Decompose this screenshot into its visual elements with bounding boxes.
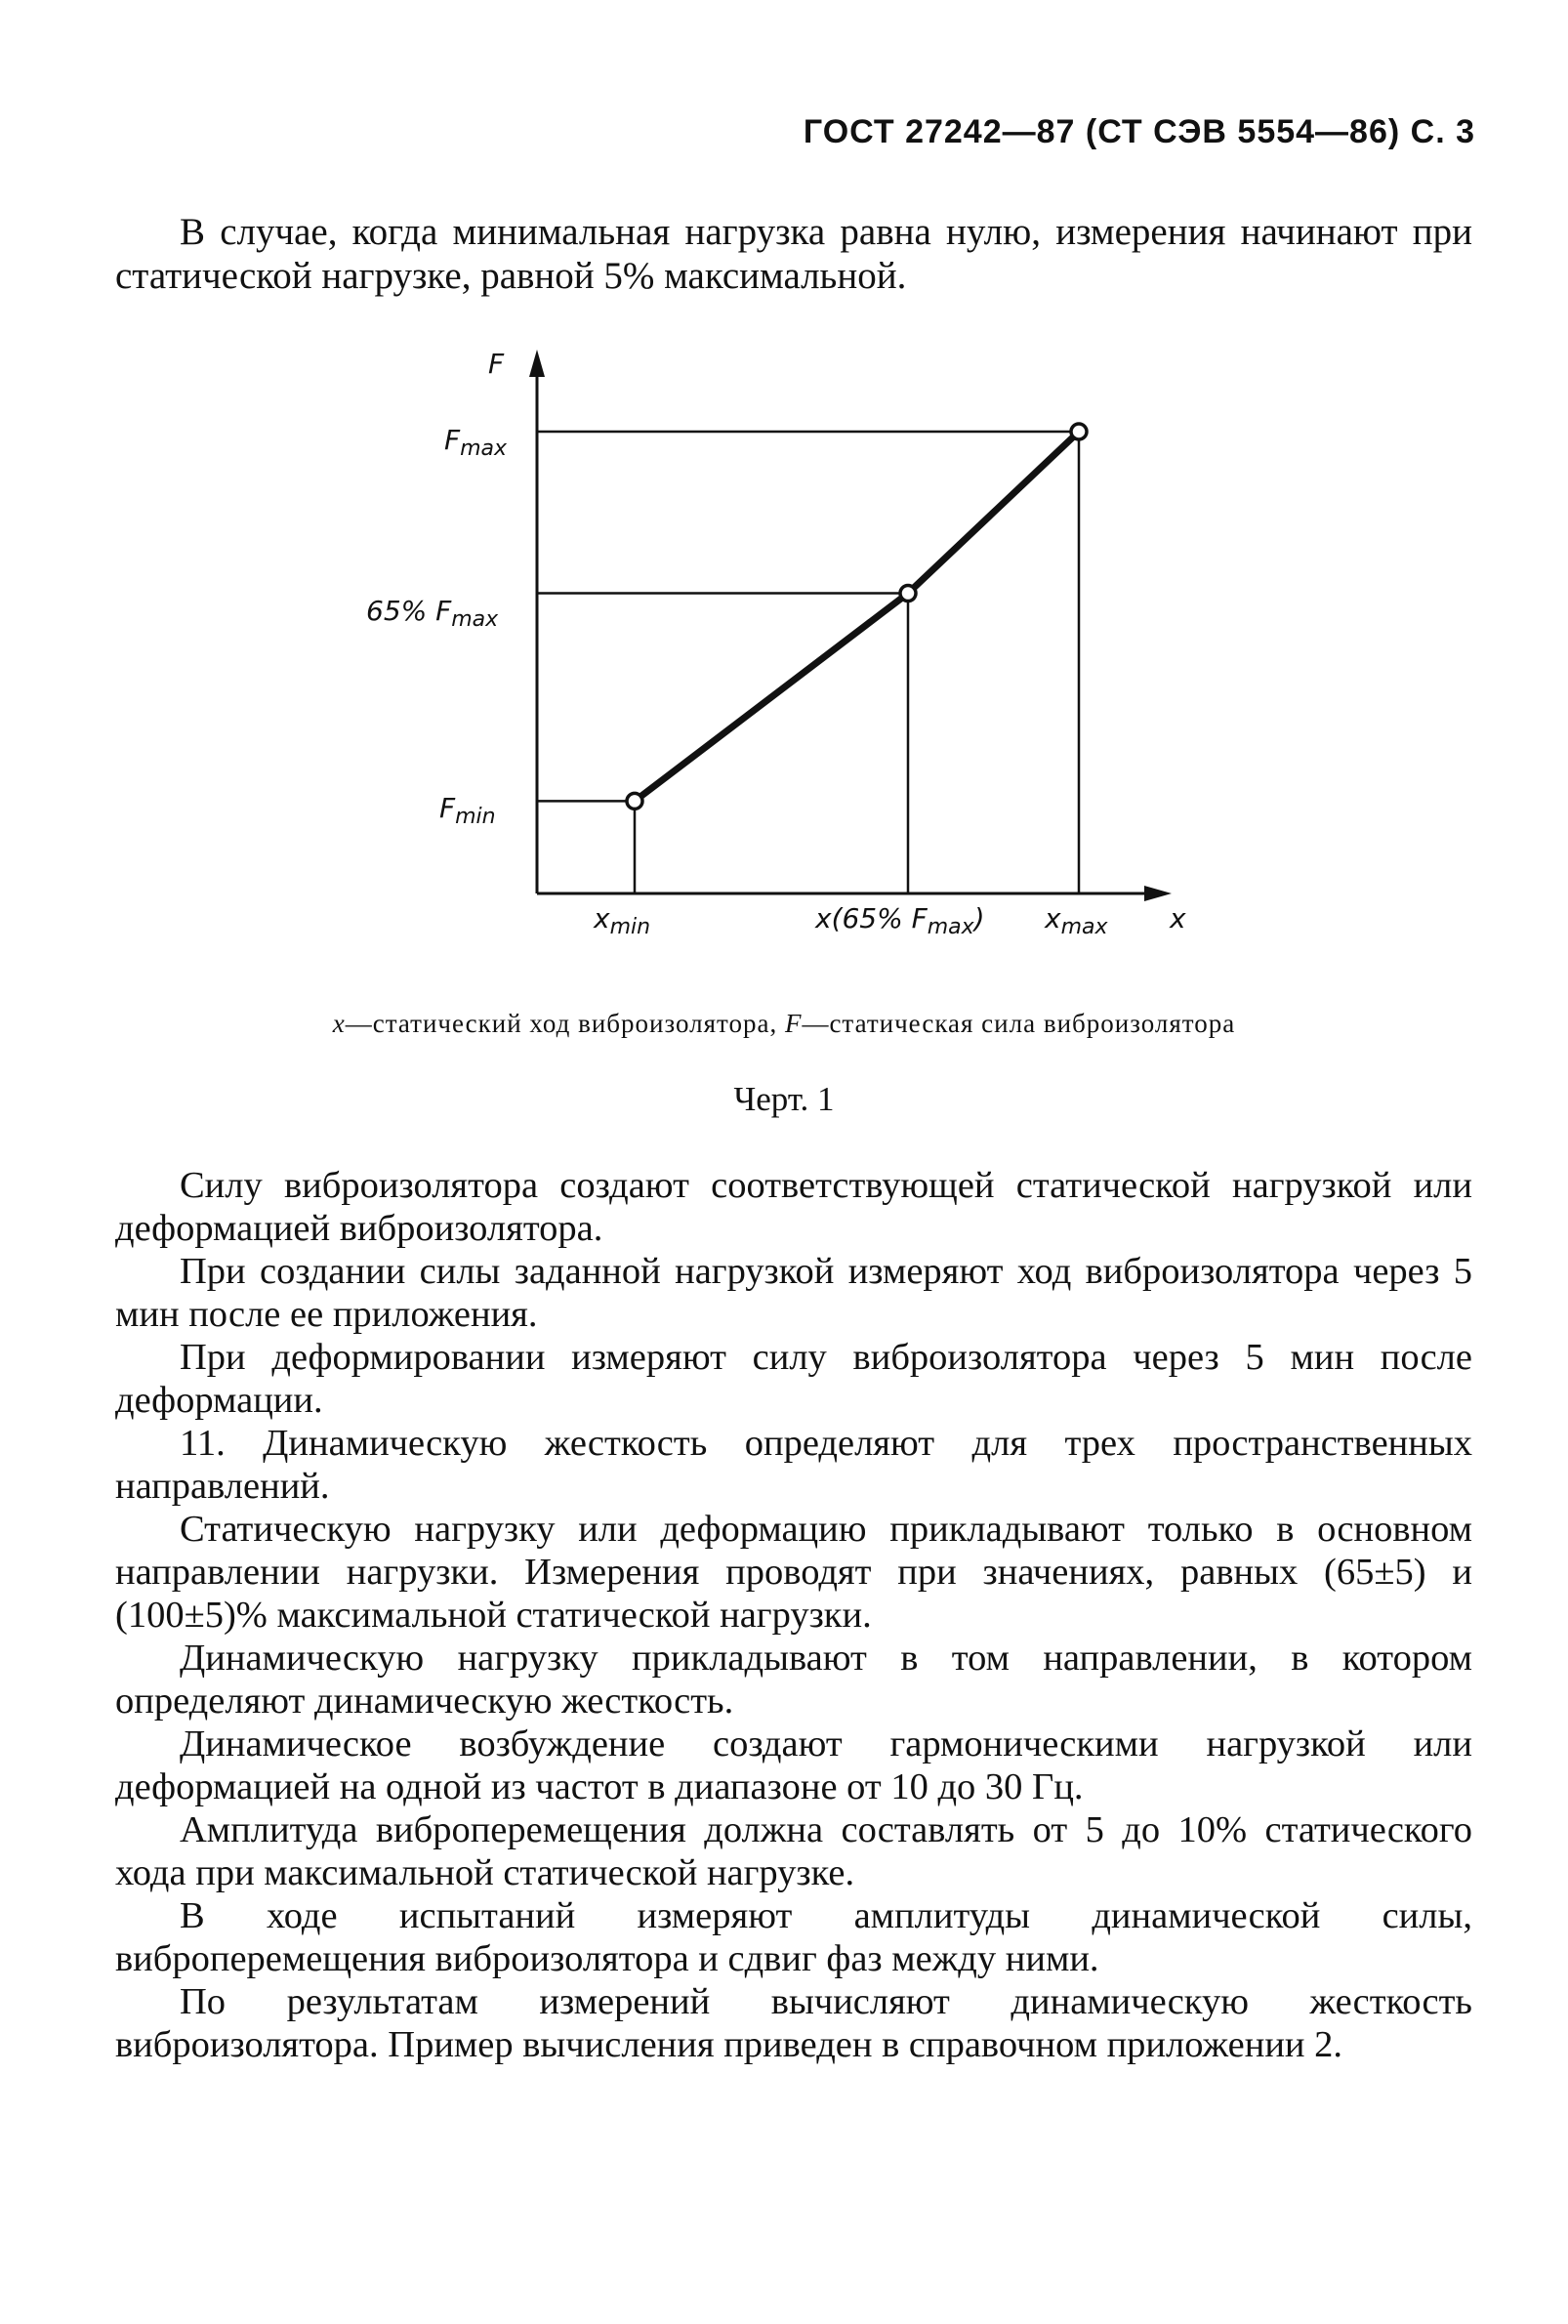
body-section — [115, 1164, 1472, 2066]
y-axis-arrow — [529, 350, 545, 377]
y-tick-fmax-main: F — [444, 424, 461, 456]
x-tick-x65-sub: max — [927, 915, 974, 939]
figure-number: Черт. 1 — [733, 1080, 835, 1118]
x-axis-label: x — [1170, 902, 1186, 934]
y-axis-label: F — [488, 348, 505, 380]
page-header: ГОСТ 27242—87 (СТ СЭВ 5554—86) С. 3 — [803, 113, 1475, 150]
body-paragraph: Амплитуда виброперемещения должна составлять от 5 до 10% статического хода при максимальной статической нагрузке. — [115, 1809, 1472, 1893]
y-tick-fmin-sub: min — [455, 805, 496, 829]
x-tick-xmax-sub: max — [1060, 915, 1108, 939]
x-tick-x65-prefix: x(65% F — [815, 902, 928, 934]
body-paragraph: Динамическое возбуждение создают гармоническими нагрузкой или деформацией на одной из частот в диапазоне от 10 до 30 Гц. — [115, 1723, 1472, 1807]
x-tick-xmax — [1044, 902, 1108, 939]
x-tick-x65-suffix: ) — [973, 902, 985, 934]
x-tick-xmax-main: x — [1045, 902, 1061, 934]
x-tick-xmin-main: x — [594, 902, 610, 934]
body-paragraph: Силу виброизолятора создают соответствующей статической нагрузкой или деформацией виброизолятора. — [115, 1165, 1472, 1249]
body-paragraph: По результатам измерений вычисляют динамическую жесткость виброизолятора. Пример вычисления приведен в справочном приложении 2. — [115, 1981, 1472, 2065]
caption-x-symbol: x — [332, 1009, 346, 1038]
intro-paragraph: В случае, когда минимальная нагрузка равна нулю, измерения начинают при статической нагрузке, равной 5% максимальной. — [115, 211, 1472, 297]
y-tick-f65 — [366, 595, 499, 632]
caption-f-text: —статическая сила виброизолятора — [802, 1009, 1236, 1038]
data-point-xmin — [627, 793, 642, 809]
chart-svg — [0, 342, 1568, 986]
x-tick-xmin — [593, 902, 650, 939]
body-paragraph: Динамическую нагрузку прикладывают в том направлении, в котором определяют динамическую жесткость. — [115, 1638, 1472, 1722]
y-tick-f65-sub: max — [451, 607, 499, 632]
body-paragraph: 11. Динамическую жесткость определяют для трех пространственных направлений. — [115, 1423, 1472, 1507]
body-paragraph: Статическую нагрузку или деформацию прикладывают только в основном направлении нагрузки. Измерения проводят при значениях, равных (65±5) и (100±5)% максимальной статической нагрузки. — [115, 1509, 1472, 1636]
y-tick-fmin-main: F — [439, 792, 456, 824]
series-line — [635, 432, 1079, 801]
body-paragraph: При создании силы заданной нагрузкой измеряют ход виброизолятора через 5 мин после ее приложения. — [115, 1251, 1472, 1335]
caption-x-text: —статический ход виброизолятора, — [345, 1009, 785, 1038]
intro-section — [115, 210, 1472, 298]
y-tick-fmin — [439, 792, 496, 829]
x-tick-xmin-sub: min — [609, 915, 651, 939]
figure-caption — [0, 1011, 1568, 1037]
data-point-x65 — [900, 586, 916, 602]
caption-f-symbol: F — [784, 1009, 803, 1038]
y-tick-fmax-sub: max — [460, 436, 508, 461]
data-point-xmax — [1071, 424, 1087, 439]
y-tick-f65-prefix: 65% F — [366, 595, 452, 627]
x-axis-arrow — [1144, 886, 1172, 901]
body-paragraph: При деформировании измеряют силу виброизолятора через 5 мин после деформации. — [115, 1337, 1472, 1421]
figure-chart — [0, 342, 1568, 986]
x-tick-x65 — [814, 902, 985, 939]
y-tick-fmax — [444, 424, 508, 461]
body-paragraph: В ходе испытаний измеряют амплитуды динамической силы, виброперемещения виброизолятора и сдвиг фаз между ними. — [115, 1895, 1472, 1979]
